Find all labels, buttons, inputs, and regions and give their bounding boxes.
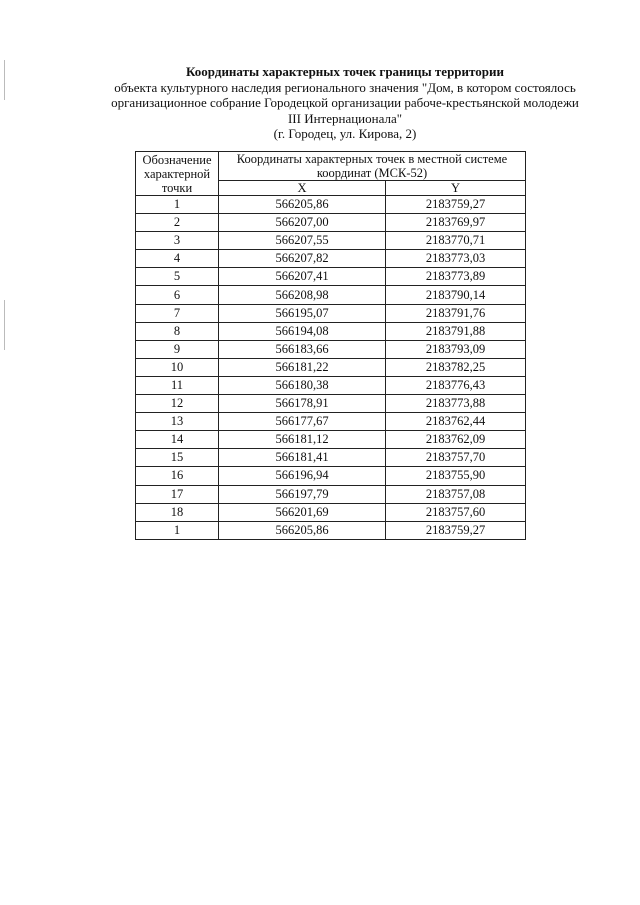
- column-header-point: Обозначение характерной точки: [136, 152, 219, 196]
- heading-line-2: организационное собрание Городецкой организации рабоче-крестьянской молодежи: [111, 95, 579, 110]
- y-coordinate-cell: 2183782,25: [386, 358, 526, 376]
- x-coordinate-cell: 566181,12: [219, 431, 386, 449]
- x-coordinate-cell: 566197,79: [219, 485, 386, 503]
- y-coordinate-cell: 2183773,03: [386, 250, 526, 268]
- y-coordinate-cell: 2183762,44: [386, 413, 526, 431]
- x-coordinate-cell: 566194,08: [219, 322, 386, 340]
- point-number-cell: 7: [136, 304, 219, 322]
- table-row: [136, 340, 526, 358]
- point-number-cell: 14: [136, 431, 219, 449]
- y-coordinate-cell: 2183776,43: [386, 376, 526, 394]
- table-row: [136, 232, 526, 250]
- y-coordinate-cell: 2183757,08: [386, 485, 526, 503]
- table-row: [136, 304, 526, 322]
- scan-artifact: [4, 60, 5, 100]
- x-coordinate-cell: 566181,41: [219, 449, 386, 467]
- point-number-cell: 11: [136, 376, 219, 394]
- table-row: [136, 521, 526, 539]
- x-coordinate-cell: 566177,67: [219, 413, 386, 431]
- x-coordinate-cell: 566207,00: [219, 214, 386, 232]
- y-coordinate-cell: 2183769,97: [386, 214, 526, 232]
- coordinates-table: [135, 151, 526, 540]
- heading-address: (г. Городец, ул. Кирова, 2): [273, 126, 417, 141]
- point-number-cell: 5: [136, 268, 219, 286]
- point-number-cell: 6: [136, 286, 219, 304]
- point-number-cell: 18: [136, 503, 219, 521]
- y-coordinate-cell: 2183757,70: [386, 449, 526, 467]
- x-coordinate-cell: 566178,91: [219, 395, 386, 413]
- x-coordinate-cell: 566196,94: [219, 467, 386, 485]
- table-row: [136, 467, 526, 485]
- x-coordinate-cell: 566195,07: [219, 304, 386, 322]
- table-row: [136, 376, 526, 394]
- table-row: [136, 395, 526, 413]
- x-coordinate-cell: 566205,86: [219, 196, 386, 214]
- point-number-cell: 1: [136, 196, 219, 214]
- y-coordinate-cell: 2183759,27: [386, 521, 526, 539]
- table-row: [136, 449, 526, 467]
- table-body: [136, 196, 526, 540]
- point-number-cell: 10: [136, 358, 219, 376]
- column-header-y: Y: [386, 181, 526, 196]
- y-coordinate-cell: 2183759,27: [386, 196, 526, 214]
- point-number-cell: 17: [136, 485, 219, 503]
- table-row: [136, 214, 526, 232]
- x-coordinate-cell: 566181,22: [219, 358, 386, 376]
- y-coordinate-cell: 2183757,60: [386, 503, 526, 521]
- x-coordinate-cell: 566205,86: [219, 521, 386, 539]
- point-number-cell: 3: [136, 232, 219, 250]
- x-coordinate-cell: 566183,66: [219, 340, 386, 358]
- y-coordinate-cell: 2183770,71: [386, 232, 526, 250]
- point-number-cell: 15: [136, 449, 219, 467]
- table-row: [136, 268, 526, 286]
- column-header-x: X: [219, 181, 386, 196]
- point-number-cell: 4: [136, 250, 219, 268]
- heading-line-1: объекта культурного наследия регионального значения "Дом, в котором состоялось: [114, 79, 576, 95]
- table-row: [136, 431, 526, 449]
- point-number-cell: 1: [136, 521, 219, 539]
- point-number-cell: 9: [136, 340, 219, 358]
- y-coordinate-cell: 2183791,76: [386, 304, 526, 322]
- table-row: [136, 503, 526, 521]
- y-coordinate-cell: 2183791,88: [386, 322, 526, 340]
- table-row: [136, 413, 526, 431]
- column-header-coordinates: Координаты характерных точек в местной системе координат (МСК-52): [219, 152, 526, 181]
- point-number-cell: 2: [136, 214, 219, 232]
- y-coordinate-cell: 2183793,09: [386, 340, 526, 358]
- y-coordinate-cell: 2183790,14: [386, 286, 526, 304]
- point-number-cell: 13: [136, 413, 219, 431]
- heading-line-3: III Интернационала": [287, 110, 403, 126]
- x-coordinate-cell: 566208,98: [219, 286, 386, 304]
- y-coordinate-cell: 2183762,09: [386, 431, 526, 449]
- x-coordinate-cell: 566207,55: [219, 232, 386, 250]
- point-number-cell: 16: [136, 467, 219, 485]
- table-row: [136, 322, 526, 340]
- y-coordinate-cell: 2183773,89: [386, 268, 526, 286]
- document-title: Координаты характерных точек границы территории: [186, 64, 504, 79]
- y-coordinate-cell: 2183773,88: [386, 395, 526, 413]
- table-row: [136, 485, 526, 503]
- x-coordinate-cell: 566180,38: [219, 376, 386, 394]
- x-coordinate-cell: 566207,82: [219, 250, 386, 268]
- table-row: [136, 286, 526, 304]
- point-number-cell: 12: [136, 395, 219, 413]
- table-row: [136, 358, 526, 376]
- x-coordinate-cell: 566201,69: [219, 503, 386, 521]
- point-number-cell: 8: [136, 322, 219, 340]
- table-row: [136, 250, 526, 268]
- y-coordinate-cell: 2183755,90: [386, 467, 526, 485]
- scan-artifact: [4, 300, 5, 350]
- x-coordinate-cell: 566207,41: [219, 268, 386, 286]
- table-row: [136, 196, 526, 214]
- document-heading: [100, 64, 590, 142]
